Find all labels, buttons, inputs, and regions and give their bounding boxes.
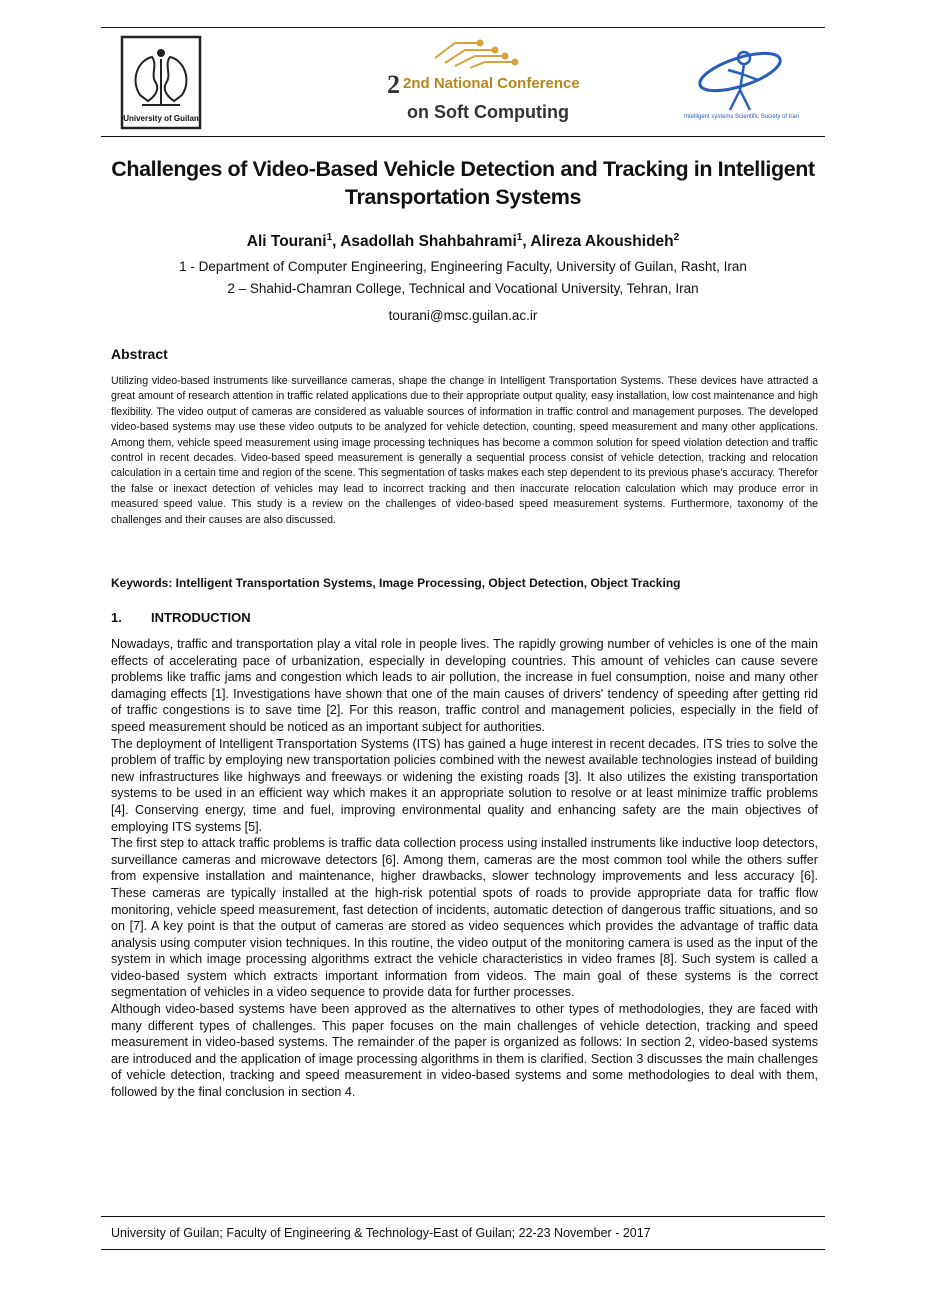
svg-text:University of Guilan: University of Guilan [123,114,199,123]
affiliation-1: 1 - Department of Computer Engineering, Engineering Faculty, University of Guilan, Rasht, Iran [179,259,747,274]
abstract-heading: Abstract [111,346,168,362]
introduction-body [111,636,818,1101]
svg-text:Intelligent systems Scientific: Intelligent systems Scientific Society of Iran [684,114,800,120]
section-heading [111,610,251,625]
abstract-text: Utilizing video-based instruments like surveillance cameras, shape the change in Intelligent Transportation Systems. These devices have attracted a great amount of research attention in traffic related applications due to their appropriate output quality, easy installation, low cost maintenance and high flexibility. The video output of cameras are considered as valuable sources of information in traffic control and management purposes. The developed video-based systems may use these video outputs to be analyzed for vehicle detection, counting, speed measurement and many other applications. Among them, vehicle speed measurement using image processing techniques has become a common solution for speed violation detection and traffic control in recent decades. Video-based speed measurement is generally a sequential process consist of vehicle detection, tracking and relocation calculation in a certain time and region of the scene. This segmentation of tasks makes each step dependent to its previous phase's accuracy. Therefor the false or inexact detection of vehicles may lead to incorrect tracking and then inaccurate relocation calculation which may produce error in measured speed value. This study is a review on the challenges of video-based speed measurement systems. Furthermore, taxonomy of the challenges and their causes are also discussed. [111,375,818,526]
header-top-rule [101,27,825,28]
keywords: Keywords: Intelligent Transportation Systems, Image Processing, Object Detection, Object Tracking [111,576,681,590]
author-name: Asadollah Shahbahrami [340,233,517,251]
author-affiliation-mark: 2 [673,232,680,243]
affiliation-2: 2 – Shahid-Chamran College, Technical and Vocational University, Tehran, Iran [227,281,699,296]
conference-logo [385,38,580,128]
paragraph: Nowadays, traffic and transportation play a vital role in people lives. The rapidly growing number of vehicles is one of the main effects of accelerating pace of urbanization, especially in developing countries. This amount of vehicles can cause severe problems like traffic jams and congestion which leads to air pollution, the increase in fuel consumption, noise and many other damaging effects [1]. Investigations have shown that one of the main causes of drivers' tendency of speeding after getting rid of traffic congestions is to save time [2]. For this reason, traffic control and management policies, especially in the field of speed measurement should be noticed as an important subject for authorities. [111,637,818,734]
conference-circuit-icon [385,38,580,128]
author-affiliation-mark: 1 [326,232,333,243]
intelligent-systems-society-logo [680,40,815,130]
section-title: INTRODUCTION [151,610,251,625]
paper-title: Challenges of Video-Based Vehicle Detection and Tracking in Intelligent Transportation Systems [111,157,815,209]
page-footer: University of Guilan; Faculty of Engineering & Technology-East of Guilan; 22-23 November - 2017 [111,1226,651,1240]
paragraph: The deployment of Intelligent Transportation Systems (ITS) has gained a huge interest in recent decades. ITS tries to solve the problem of traffic by employing new transportation policies combined with the newest available technologies instead of building new infrastructures like highways and freeways or widening the existing roads [3]. It also utilizes the existing transportation systems to be used in an efficient way which makes it an appropriate solution to resolve or at least minimize traffic problems [4]. Conserving energy, time and fuel, improving environmental quality and enhancing safety are the main objectives of employing ITS systems [5]. [111,736,818,834]
svg-text:on Soft Computing: on Soft Computing [407,102,569,122]
contact-email: tourani@msc.guilan.ac.ir [388,308,538,323]
section-number: 1. [111,610,122,625]
footer-top-rule [101,1216,825,1217]
svg-text:2: 2 [387,70,400,99]
author-list: Ali Tourani$^1$, Asadollah Shahbahrami$^1$, Alireza Akoushideh$^2$ [246,232,680,251]
society-figure-icon [680,40,815,130]
paragraph: Although video-based systems have been approved as the alternatives to other types of methodologies, they are faced with many different types of challenges. This paper focuses on the main challenges of vehicle detection, tracking and speed measurement in video-based systems. The remainder of the paper is organized as follows: In section 2, video-based systems are introduced and the application of image processing algorithms in them is clarified. Section 3 discusses the main challenges of vehicle detection, tracking and speed measurement in video-based systems and some methodologies to deal with them, followed by the final conclusion in section 4. [111,1002,818,1100]
university-of-guilan-logo [120,35,202,130]
author-name: Ali Tourani [246,233,327,251]
svg-text:2nd National Conference: 2nd National Conference [403,75,580,92]
author-affiliation-mark: 1 [516,232,523,243]
footer-bottom-rule [101,1249,825,1250]
header-bottom-rule [101,136,825,137]
guilan-emblem-icon [120,35,202,130]
paragraph: The first step to attack traffic problems is traffic data collection process using installed instruments like inductive loop detectors, surveillance cameras and microwave detectors [6]. Among them, cameras are the most common tool while the others suffer from expensive installation and maintenance, higher drawbacks, slower technology improvements and less accuracy [6]. These cameras are typically installed at the high-risk potential spots of roads to provide appropriate data for traffic flow monitoring, vehicle speed measurement, fast detection of incidents, automatic detection of dangerous traffic situations, and so on [7]. A key point is that the output of cameras are stored as video sequences which provides the advantage of traffic data analysis using computer vision techniques. In this routine, the video output of the monitoring camera is used as the input of the system in which image processing algorithms extract the vehicle characteristics in video frames [8]. Such system is called a video-based system which extracts important information from videos. The main goal of these systems is the correct segmentation of vehicles in a video sequence to provide data for further processes. [111,836,818,1000]
author-name: Alireza Akoushideh [530,233,674,251]
